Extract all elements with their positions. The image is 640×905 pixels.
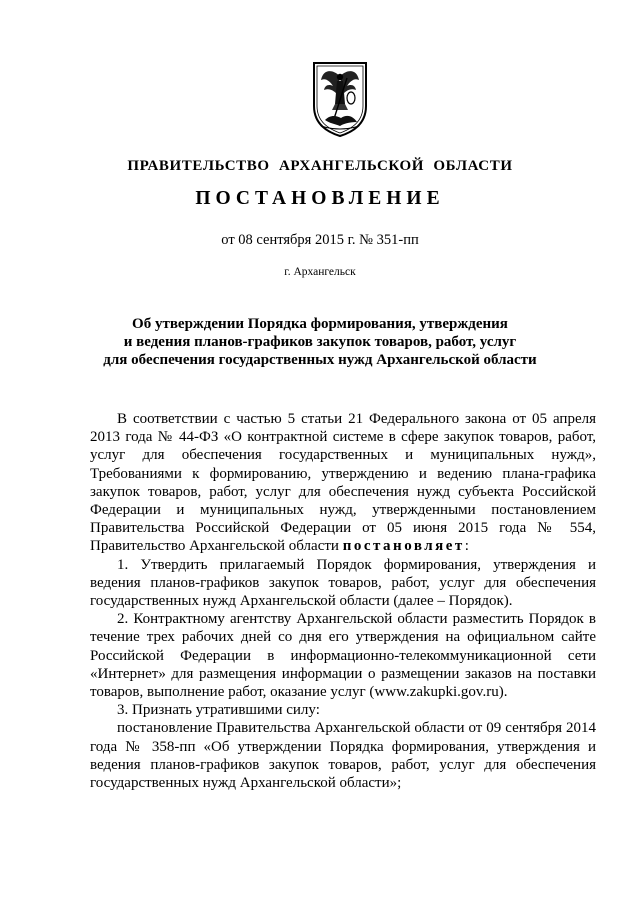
decree-title-line: Об утверждении Порядка формирования, утверждения xyxy=(132,316,508,332)
document-date-number: от 08 сентября 2015 г. № 351-пп xyxy=(221,232,419,248)
decree-title xyxy=(0,315,640,369)
government-name: ПРАВИТЕЛЬСТВО АРХАНГЕЛЬСКОЙ ОБЛАСТИ xyxy=(127,158,513,174)
preamble-paragraph: В соответствии с частью 5 статьи 21 Федерального закона от 05 апреля 2013 года № 44-ФЗ «О контрактной системе в сфере закупок товаров, работ, услуг для обеспечения государственных и муниципальных нужд», Требованиями к формированию, утверждению и ведению плана-графика закупок товаров, работ, услуг для обеспечения нужд субъекта Российской Федерации и муниципальных нужд, утвержденными постановлением Правительства Российской Федерации от 05 июня 2015 года № 554, Правительство Архангельской области постановляет: xyxy=(90,411,596,555)
item-3-paragraph: 3. Признать утратившими силу: xyxy=(117,702,320,719)
document-city: г. Архангельск xyxy=(284,266,356,278)
coat-of-arms-emblem xyxy=(311,60,369,138)
document-type-title: ПОСТАНОВЛЕНИЕ xyxy=(195,188,445,209)
resolves-word: постановляет xyxy=(342,538,465,555)
preamble-text: В соответствии с частью 5 статьи 21 Федерального закона от 05 апреля 2013 года № 44-ФЗ «О контрактной системе в сфере закупок товаров, работ, услуг для обеспечения государственных и муниципальных нужд», Требованиями к формированию, утверждению и ведению плана-графика закупок товаров, работ, услуг для обеспечения нужд субъекта Российской Федерации и муниципальных нужд, утвержденными постановлением Правительства Российской Федерации от 05 июня 2015 года № 554, Правительство Архангельской области xyxy=(90,411,596,555)
item-1-paragraph: 1. Утвердить прилагаемый Порядок формирования, утверждения и ведения планов-графиков закупок товаров, работ, услуг для обеспечения государственных нужд Архангельской области (далее – Порядок). xyxy=(90,556,596,610)
decree-title-line: и ведения планов-графиков закупок товаров, работ, услуг xyxy=(123,334,517,350)
item-3a-paragraph: постановление Правительства Архангельской области от 09 сентября 2014 года № 358-пп «Об утверждении Порядка формирования, утверждения и ведения планов-графиков закупок товаров, работ, услуг для обеспечения государственных нужд Архангельской области»; xyxy=(90,720,596,792)
item-2-paragraph: 2. Контрактному агентству Архангельской области разместить Порядок в течение трех рабочих дней со дня его утверждения на официальном сайте Российской Федерации в информационно-телекоммуникационной сети «Интернет» для размещения информации о размещении заказов на поставки товаров, выполнение работ, оказание услуг (www.zakupki.gov.ru). xyxy=(90,611,596,701)
decree-body xyxy=(90,410,596,792)
decree-title-line: для обеспечения государственных нужд Архангельской области xyxy=(103,352,537,368)
